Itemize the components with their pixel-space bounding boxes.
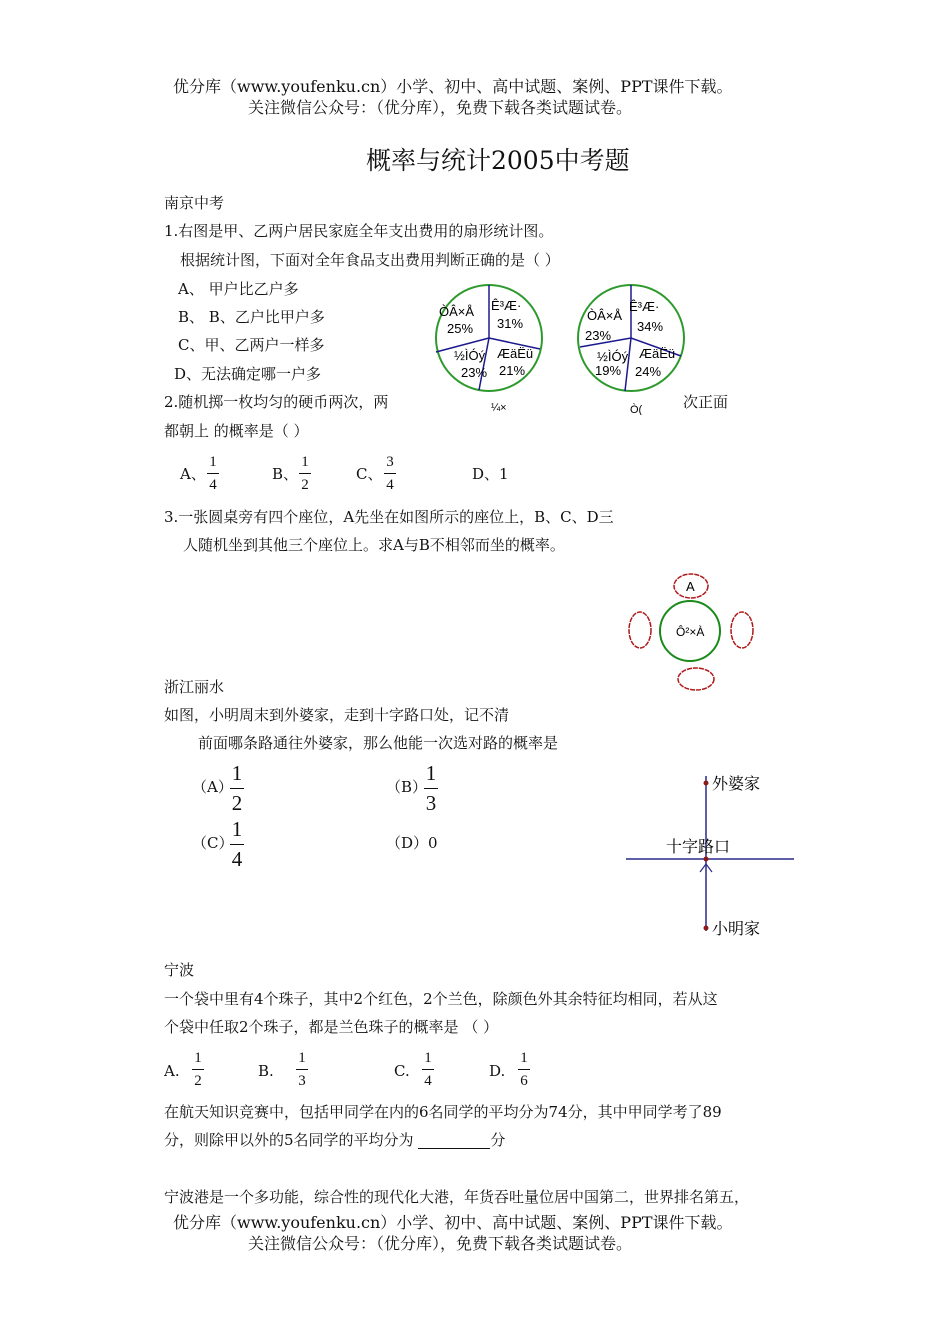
lishui-option-c-fraction — [230, 819, 244, 870]
ningbo-q1-line1: 一个袋中里有4个珠子，其中2个红色，2个兰色，除颜色外其余特征均相同，若从这 — [164, 990, 718, 1008]
seat-a-label: A — [686, 579, 695, 594]
fraction-bar — [192, 1069, 204, 1070]
q1-stem-line2: 根据统计图，下面对全年食品支出费用判断正确的是（ ） — [180, 251, 560, 269]
map-label-grandma-house: 外婆家 — [712, 776, 761, 793]
pie2-slice-label: ½ÌÓý — [597, 349, 629, 364]
page-title: 概率与统计2005中考题 — [366, 146, 630, 175]
pie1-slice-value: 31% — [497, 316, 524, 331]
fraction-denominator: 4 — [231, 847, 243, 871]
fraction-numerator: 1 — [298, 1050, 306, 1066]
ningbo-q1-option-d-label: D. — [489, 1062, 506, 1080]
q2-stem-line1a: 2.随机掷一枚均匀的硬币两次，两 — [164, 393, 389, 411]
fraction-bar — [384, 473, 396, 474]
fraction-numerator: 1 — [209, 454, 217, 470]
q2-option-c-fraction — [384, 454, 396, 493]
lishui-stem-line1: 如图，小明周末到外婆家，走到十字路口处，记不清 — [164, 706, 510, 724]
map-label-xiaoming-home: 小明家 — [712, 921, 761, 938]
q2-option-a-label: A、 — [180, 465, 206, 483]
ningbo-q1-option-a-fraction — [192, 1050, 204, 1089]
q1-option-d: D、无法确定哪一户多 — [174, 365, 322, 383]
pie2-caption: Ò( — [630, 404, 643, 415]
pie2-slice-value: 23% — [585, 328, 612, 343]
answer-blank — [418, 1134, 490, 1149]
fraction-bar — [518, 1069, 530, 1070]
q3-stem-line1: 3.一张圆桌旁有四个座位，A先坐在如图所示的座位上，B、C、D三 — [164, 508, 614, 526]
fraction-bar — [230, 844, 244, 845]
q2-option-b-fraction — [299, 454, 311, 493]
fraction-numerator: 1 — [425, 761, 437, 785]
fraction-denominator: 6 — [520, 1073, 528, 1089]
seat-left — [629, 612, 651, 648]
ningbo-q1-option-c-label: C. — [394, 1062, 410, 1080]
fraction-denominator: 4 — [209, 477, 217, 493]
fraction-numerator: 3 — [386, 454, 394, 470]
pie1-caption: ¼× — [491, 402, 507, 414]
fraction-bar — [207, 473, 219, 474]
q3-stem-line2: 人随机坐到其他三个座位上。求A与B不相邻而坐的概率。 — [183, 536, 565, 554]
q2-option-b-label: B、 — [272, 465, 299, 483]
fraction-denominator: 4 — [386, 477, 394, 493]
fraction-bar — [230, 788, 244, 789]
fraction-denominator: 4 — [424, 1073, 432, 1089]
pie1-slice-value: 25% — [447, 321, 474, 336]
section-nanjing: 南京中考 — [164, 194, 225, 212]
fraction-denominator: 2 — [231, 791, 243, 815]
q1-option-a: A、 甲户比乙户多 — [178, 280, 299, 298]
fraction-bar — [422, 1069, 434, 1070]
xiaoming-home-dot — [704, 926, 709, 931]
fraction-denominator: 3 — [298, 1073, 306, 1089]
grandma-house-dot — [704, 781, 709, 786]
pie2-slice-value: 24% — [635, 364, 662, 379]
lishui-stem-line2: 前面哪条路通往外婆家，那么他能一次选对路的概率是 — [198, 734, 559, 752]
crossroad-dot — [704, 857, 709, 862]
pie-charts-figure — [425, 280, 715, 415]
section-ningbo: 宁波 — [164, 961, 195, 979]
lishui-option-d: （D）0 — [386, 834, 438, 852]
footer-line-2: 关注微信公众号：（优分库），免费下载各类试题试卷。 — [248, 1234, 633, 1253]
round-table-label: Ô²×À — [676, 625, 705, 639]
pie2-slice-label: ÆäËü — [639, 346, 676, 361]
fraction-numerator: 1 — [231, 817, 243, 841]
lishui-option-a-label: （A） — [192, 778, 233, 796]
crossroad-map-figure — [622, 768, 812, 940]
header-line-2: 关注微信公众号：（优分库），免费下载各类试题试卷。 — [248, 98, 633, 117]
fraction-numerator: 1 — [231, 761, 243, 785]
fraction-numerator: 1 — [194, 1050, 202, 1066]
fraction-bar — [299, 473, 311, 474]
pie-chart-yi — [578, 285, 684, 415]
ningbo-q2-line2-text: 分，则除甲以外的5名同学的平均分为 — [164, 1131, 414, 1149]
fraction-denominator: 3 — [425, 791, 437, 815]
q2-option-c-label: C、 — [356, 465, 383, 483]
seat-right — [731, 612, 753, 648]
ningbo-q1-option-b-label: B. — [258, 1062, 274, 1080]
ningbo-q1-line2: 个袋中任取2个珠子，都是兰色珠子的概率是 （ ） — [164, 1018, 499, 1036]
q2-stem-line1b: 次正面 — [683, 393, 729, 411]
lishui-option-b-label: （B） — [386, 778, 428, 796]
fraction-denominator: 2 — [194, 1073, 202, 1089]
map-label-crossroad: 十字路口 — [666, 839, 731, 856]
seat-bottom — [678, 668, 714, 690]
ningbo-q1-option-b-fraction — [296, 1050, 308, 1089]
q2-stem-line2: 都朝上 的概率是（ ） — [164, 422, 309, 440]
section-lishui: 浙江丽水 — [164, 678, 225, 696]
fraction-numerator: 1 — [301, 454, 309, 470]
fraction-denominator: 2 — [301, 477, 309, 493]
pie-chart-jia — [436, 285, 542, 414]
footer-line-1: 优分库（www.youfenku.cn）小学、初中、高中试题、案例、PPT课件下载。 — [173, 1213, 733, 1232]
fraction-bar — [424, 788, 438, 789]
pie1-slice-label: ÒÂ×Å — [439, 304, 475, 319]
ningbo-q2-unit: 分 — [490, 1131, 506, 1149]
q2-option-d: D、1 — [472, 465, 509, 483]
pie1-slice-value: 21% — [499, 363, 526, 378]
q1-option-c: C、甲、乙两户一样多 — [178, 336, 325, 354]
round-table-figure — [620, 568, 770, 696]
fraction-bar — [296, 1069, 308, 1070]
lishui-option-c-label: （C） — [192, 834, 234, 852]
q1-option-b: B、 B、乙户比甲户多 — [178, 308, 325, 326]
pie1-slice-label: Ê³Æ· — [491, 298, 522, 313]
pie2-slice-value: 34% — [637, 319, 664, 334]
ningbo-q1-option-a-label: A. — [164, 1062, 180, 1080]
q2-option-a-fraction — [207, 454, 219, 493]
ningbo-q2-line2 — [164, 1131, 505, 1149]
pie1-slice-label: ÆäËü — [497, 346, 534, 361]
ningbo-q1-option-d-fraction — [518, 1050, 530, 1089]
pie1-slice-label: ½ÌÓý — [454, 348, 486, 363]
lishui-option-b-fraction — [424, 763, 438, 814]
lishui-option-a-fraction — [230, 763, 244, 814]
pie2-slice-value: 19% — [595, 363, 622, 378]
pie2-slice-label: Ê³Æ· — [629, 299, 660, 314]
ningbo-q2-line1: 在航天知识竞赛中，包括甲同学在内的6名同学的平均分为74分，其中甲同学考了89 — [164, 1103, 722, 1121]
header-line-1: 优分库（www.youfenku.cn）小学、初中、高中试题、案例、PPT课件下载。 — [173, 77, 733, 96]
ningbo-q1-option-c-fraction — [422, 1050, 434, 1089]
fraction-numerator: 1 — [424, 1050, 432, 1066]
ningbo-q3-line1: 宁波港是一个多功能，综合性的现代化大港，年货吞吐量位居中国第二，世界排名第五， — [164, 1188, 750, 1206]
q1-stem-line1: 1.右图是甲、乙两户居民家庭全年支出费用的扇形统计图。 — [164, 222, 554, 240]
fraction-numerator: 1 — [520, 1050, 528, 1066]
pie2-slice-label: ÒÂ×Å — [587, 308, 623, 323]
pie1-slice-value: 23% — [461, 365, 488, 380]
